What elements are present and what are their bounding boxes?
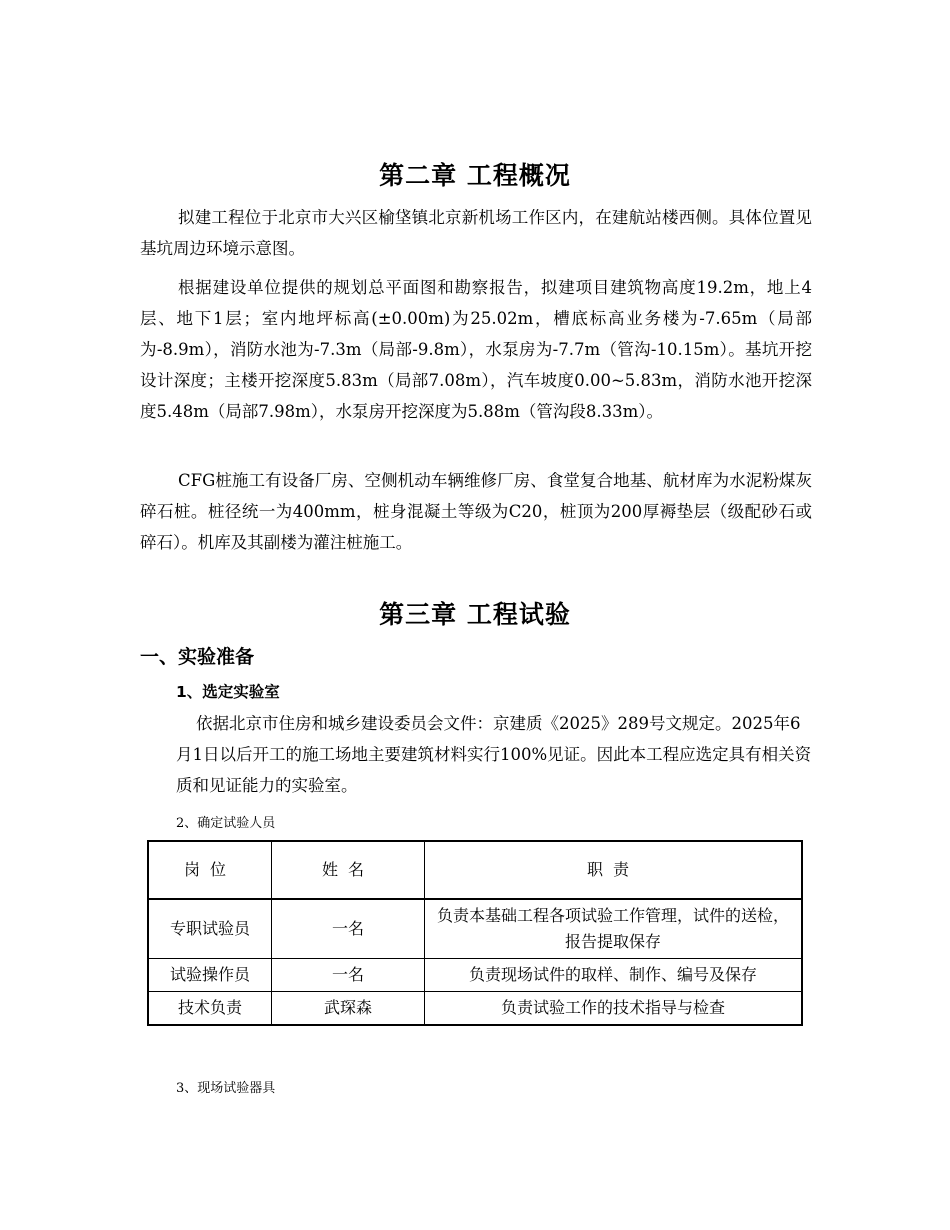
sub-heading-staff: 2、确定试验人员 xyxy=(176,816,276,831)
table-cell-duty: 负责试验工作的技术指导与检查 xyxy=(425,992,803,1026)
table-header-row xyxy=(148,841,802,899)
table-row xyxy=(148,992,802,1026)
staff-table xyxy=(147,840,803,1026)
sub-heading-test-equipment: 3、现场试验器具 xyxy=(176,1081,276,1096)
select-lab-paragraph: 依据北京市住房和城乡建设委员会文件：京建质《2025》289号文规定。2025年6月1日以后开工的施工场地主要建筑材料实行100%见证。因此本工程应选定具有相关资质和见证能力的实验室。 xyxy=(176,714,812,795)
chapter-2-paragraph-location: 拟建工程位于北京市大兴区榆垡镇北京新机场工作区内，在建航站楼西侧。具体位置见基坑周边环境示意图。 xyxy=(140,208,812,258)
table-cell-post: 技术负责 xyxy=(148,992,272,1026)
table-cell-duty: 负责本基础工程各项试验工作管理，试件的送检，报告提取保存 xyxy=(425,899,803,959)
table-header-name: 姓名 xyxy=(272,841,425,899)
table-cell-duty: 负责现场试件的取样、制作、编号及保存 xyxy=(425,959,803,992)
chapter-2-title: 第二章 工程概况 xyxy=(379,161,571,190)
chapter-2-paragraph-elevations: 根据建设单位提供的规划总平面图和勘察报告，拟建项目建筑物高度19.2m，地上4层、地下1层；室内地坪标高(±0.00m)为25.02m，槽底标高业务楼为-7.65m（局部为-8.9m），消防水池为-7.3m（局部-9.8m），水泵房为-7.7m（管沟-10.15m）。基坑开挖设计深度；主楼开挖深度5.83m（局部7.08m），汽车坡度0.00~5.83m，消防水池开挖深度5.48m（局部7.98m），水泵房开挖深度为5.88m（管沟段8.33m）。 xyxy=(140,278,812,421)
chapter-2-paragraph-cfg-piles: CFG桩施工有设备厂房、空侧机动车辆维修厂房、食堂复合地基、航材库为水泥粉煤灰碎石桩。桩径统一为400mm，桩身混凝土等级为C20，桩顶为200厚褥垫层（级配砂石或碎石）。机库及其副楼为灌注桩施工。 xyxy=(140,471,812,552)
table-cell-post: 试验操作员 xyxy=(148,959,272,992)
chapter-3-title: 第三章 工程试验 xyxy=(379,600,571,629)
table-row xyxy=(148,959,802,992)
table-cell-name: 武琛森 xyxy=(272,992,425,1026)
table-header-post: 岗位 xyxy=(148,841,272,899)
table-row xyxy=(148,899,802,959)
sub-heading-select-lab: 1、选定实验室 xyxy=(176,683,280,701)
table-cell-name: 一名 xyxy=(272,899,425,959)
section-heading-preparation: 一、实验准备 xyxy=(140,646,255,668)
table-cell-name: 一名 xyxy=(272,959,425,992)
table-cell-post: 专职试验员 xyxy=(148,899,272,959)
table-header-duty: 职责 xyxy=(425,841,803,899)
